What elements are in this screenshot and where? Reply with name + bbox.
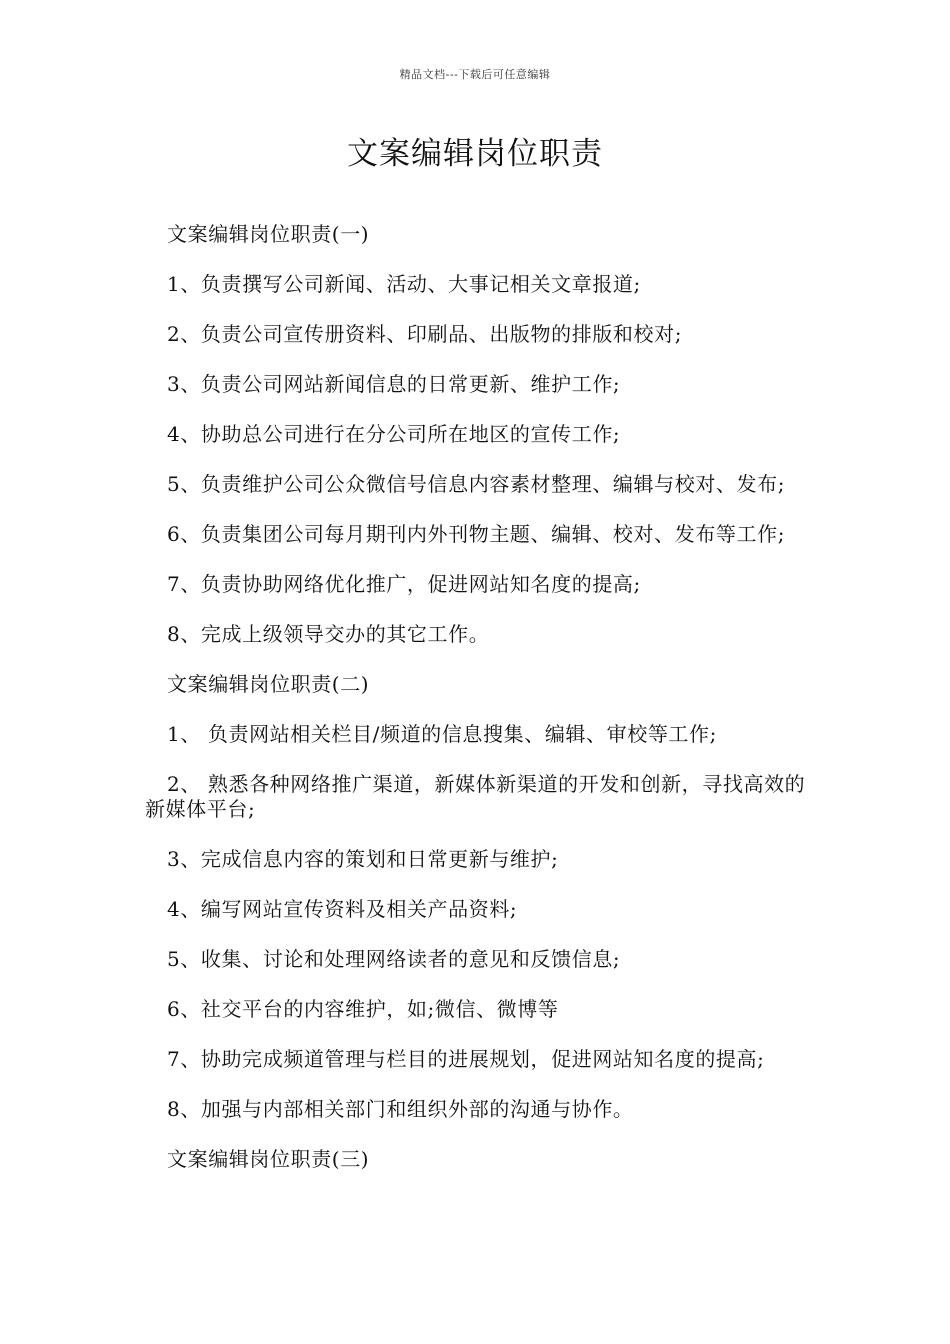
list-item: 3、完成信息内容的策划和日常更新与维护;	[167, 847, 559, 871]
section-heading: 文案编辑岗位职责(三)	[167, 1147, 370, 1171]
document-body	[145, 222, 815, 1197]
list-item: 7、协助完成频道管理与栏目的进展规划，促进网站知名度的提高;	[167, 1047, 765, 1071]
document-title: 文案编辑岗位职责	[347, 136, 603, 172]
list-item: 3、负责公司网站新闻信息的日常更新、维护工作;	[167, 372, 621, 396]
list-item: 7、负责协助网络优化推广，促进网站知名度的提高;	[167, 572, 641, 596]
list-item: 2、 熟悉各种网络推广渠道，新媒体新渠道的开发和创新，寻找高效的新媒体平台;	[145, 772, 806, 821]
list-item: 8、加强与内部相关部门和组织外部的沟通与协作。	[167, 1097, 634, 1121]
section-heading: 文案编辑岗位职责(一)	[167, 222, 370, 246]
list-item: 6、负责集团公司每月期刊内外刊物主题、编辑、校对、发布等工作;	[167, 522, 786, 546]
list-item: 8、完成上级领导交办的其它工作。	[167, 622, 490, 646]
list-item: 5、收集、讨论和处理网络读者的意见和反馈信息;	[167, 947, 621, 971]
list-item: 6、社交平台的内容维护，如;微信、微博等	[167, 997, 559, 1021]
list-item: 1、负责撰写公司新闻、活动、大事记相关文章报道;	[167, 272, 641, 296]
list-item: 2、负责公司宣传册资料、印刷品、出版物的排版和校对;	[167, 322, 683, 346]
list-item: 4、协助总公司进行在分公司所在地区的宣传工作;	[167, 422, 621, 446]
list-item: 5、负责维护公司公众微信号信息内容素材整理、编辑与校对、发布;	[167, 472, 786, 496]
list-item: 1、 负责网站相关栏目/频道的信息搜集、编辑、审校等工作;	[167, 722, 717, 746]
section-heading: 文案编辑岗位职责(二)	[167, 672, 370, 696]
page-header-watermark: 精品文档---下载后可任意编辑	[399, 68, 551, 81]
list-item: 4、编写网站宣传资料及相关产品资料;	[167, 897, 518, 921]
